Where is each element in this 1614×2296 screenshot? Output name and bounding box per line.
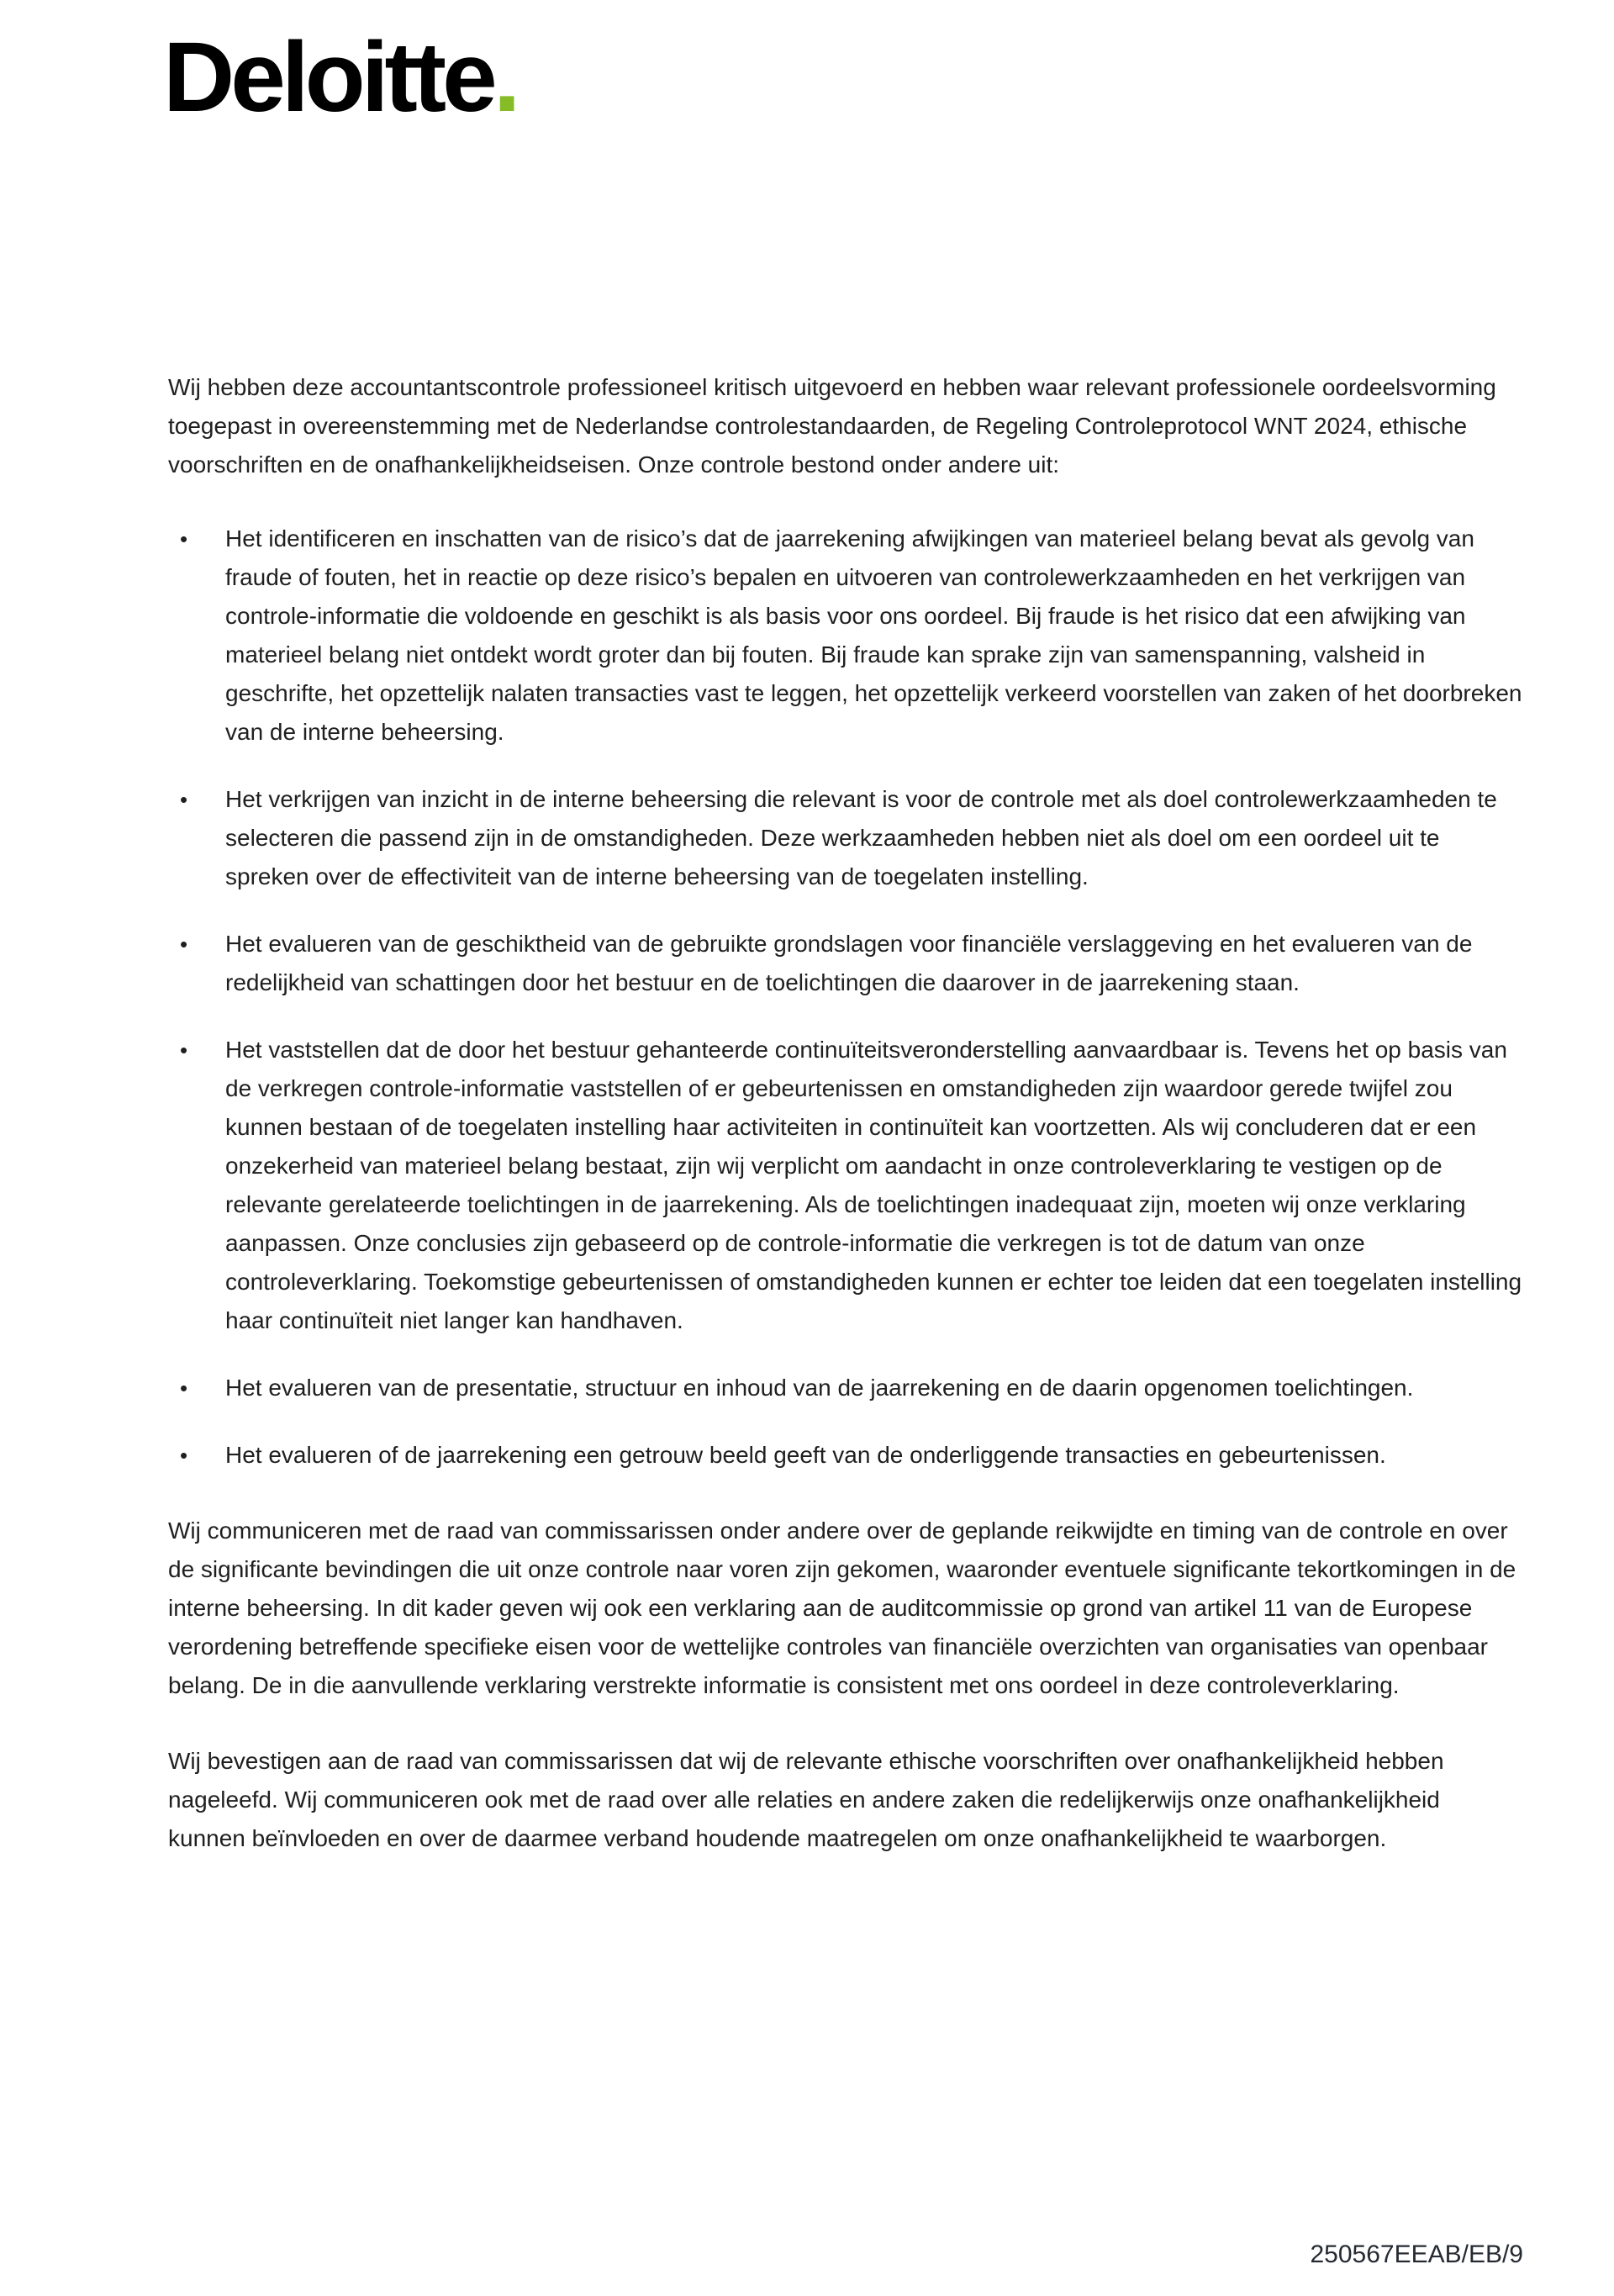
bullet-text: Het identificeren en inschatten van de risico’s dat de jaarrekening afwijkingen van materieel belang bevat als gevolg van fraude of fouten, het in reactie op deze risico’s bepalen en uitvoeren van controlewerkzaamheden en het verkrijgen van controle-informatie die voldoende en geschikt is als basis voor ons oordeel. Bij fraude is het risico dat een afwijking van materieel belang niet ontdekt wordt groter dan bij fouten. Bij fraude kan sprake zijn van samenspanning, valsheid in geschrifte, het opzettelijk nalaten transacties vast te leggen, het opzettelijk verkeerd voorstellen van zaken of het doorbreken van de interne beheersing. xyxy=(225,525,1522,745)
bullet-item xyxy=(168,520,1523,752)
logo-green-dot: . xyxy=(493,22,521,133)
bullet-item xyxy=(168,780,1523,896)
bullet-item xyxy=(168,1369,1523,1407)
closing-paragraph-communication: Wij communiceren met de raad van commissarissen onder andere over de geplande reikwijdte en timing van de controle en over de significante bevindingen die uit onze controle naar voren zijn gekomen, waaronder eventuele significante tekortkomingen in de interne beheersing. In dit kader geven wij ook een verklaring aan de auditcommissie op grond van artikel 11 van de Europese verordening betreffende specifieke eisen voor de wettelijke controles van financiële overzichten van organisaties van openbaar belang. De in die aanvullende verklaring verstrekte informatie is consistent met ons oordeel in deze controleverklaring. xyxy=(168,1517,1516,1698)
bullet-marker: • xyxy=(180,526,188,552)
bullet-marker: • xyxy=(180,1375,188,1401)
bullet-item xyxy=(168,925,1523,1002)
bullet-marker: • xyxy=(180,1037,188,1063)
bullet-text: Het evalueren van de geschiktheid van de gebruikte grondslagen voor financiële verslaggeving en het evalueren van de redelijkheid van schattingen door het bestuur en de toelichtingen die daarover in de jaarrekening staan. xyxy=(225,931,1473,995)
bullet-text: Het evalueren van de presentatie, structuur en inhoud van de jaarrekening en de daarin opgenomen toelichtingen. xyxy=(225,1375,1414,1401)
page-footer xyxy=(1310,2241,1523,2269)
bullet-text: Het vaststellen dat de door het bestuur gehanteerde continuïteitsveronderstelling aanvaardbaar is. Tevens het op basis van de verkregen controle-informatie vaststellen of er gebeurtenissen en omstandigheden zijn waardoor gerede twijfel zou kunnen bestaan of de toegelaten instelling haar activiteiten in continuïteit kan voortzetten. Als wij concluderen dat er een onzekerheid van materieel belang bestaat, zijn wij verplicht om aandacht in onze controleverklaring te vestigen op de relevante gerelateerde toelichtingen in de jaarrekening. Als de toelichtingen inadequaat zijn, moeten wij onze verklaring aanpassen. Onze conclusies zijn gebaseerd op de controle-informatie die verkregen is tot de datum van onze controleverklaring. Toekomstige gebeurtenissen of omstandigheden kunnen er echter toe leiden dat een toegelaten instelling haar continuïteit niet langer kan handhaven. xyxy=(225,1037,1522,1333)
bullet-text: Het evalueren of de jaarrekening een getrouw beeld geeft van de onderliggende transacties en gebeurtenissen. xyxy=(225,1442,1386,1468)
bullet-item xyxy=(168,1436,1523,1475)
closing-paragraph-independence: Wij bevestigen aan de raad van commissarissen dat wij de relevante ethische voorschriften over onafhankelijkheid hebben nageleefd. Wij communiceren ook met de raad over alle relaties en andere zaken die redelijkerwijs onze onafhankelijkheid kunnen beïnvloeden en over de daarmee verband houdende maatregelen om onze onafhankelijkheid te waarborgen. xyxy=(168,1748,1444,1851)
bullet-marker: • xyxy=(180,932,188,957)
bullet-list xyxy=(168,520,1523,1475)
deloitte-logo xyxy=(163,24,521,133)
bullet-marker: • xyxy=(180,787,188,812)
intro-paragraph: Wij hebben deze accountantscontrole professioneel kritisch uitgevoerd en hebben waar relevant professionele oordeelsvorming toegepast in overeenstemming met de Nederlandse controlestandaarden, de Regeling Controleprotocol WNT 2024, ethische voorschriften en de onafhankelijkheidseisen. Onze controle bestond onder andere uit: xyxy=(168,374,1496,478)
logo-wordmark: Deloitte xyxy=(163,22,493,133)
bullet-item xyxy=(168,1031,1523,1340)
bullet-marker: • xyxy=(180,1443,188,1468)
document-reference: 250567EEAB/EB/9 xyxy=(1310,2241,1523,2268)
bullet-text: Het verkrijgen van inzicht in de interne beheersing die relevant is voor de controle met als doel controlewerkzaamheden te selecteren die passend zijn in de omstandigheden. Deze werkzaamheden hebben niet als doel om een oordeel uit te spreken over de effectiviteit van de interne beheersing van de toegelaten instelling. xyxy=(225,786,1497,889)
letter-body xyxy=(168,368,1523,1858)
